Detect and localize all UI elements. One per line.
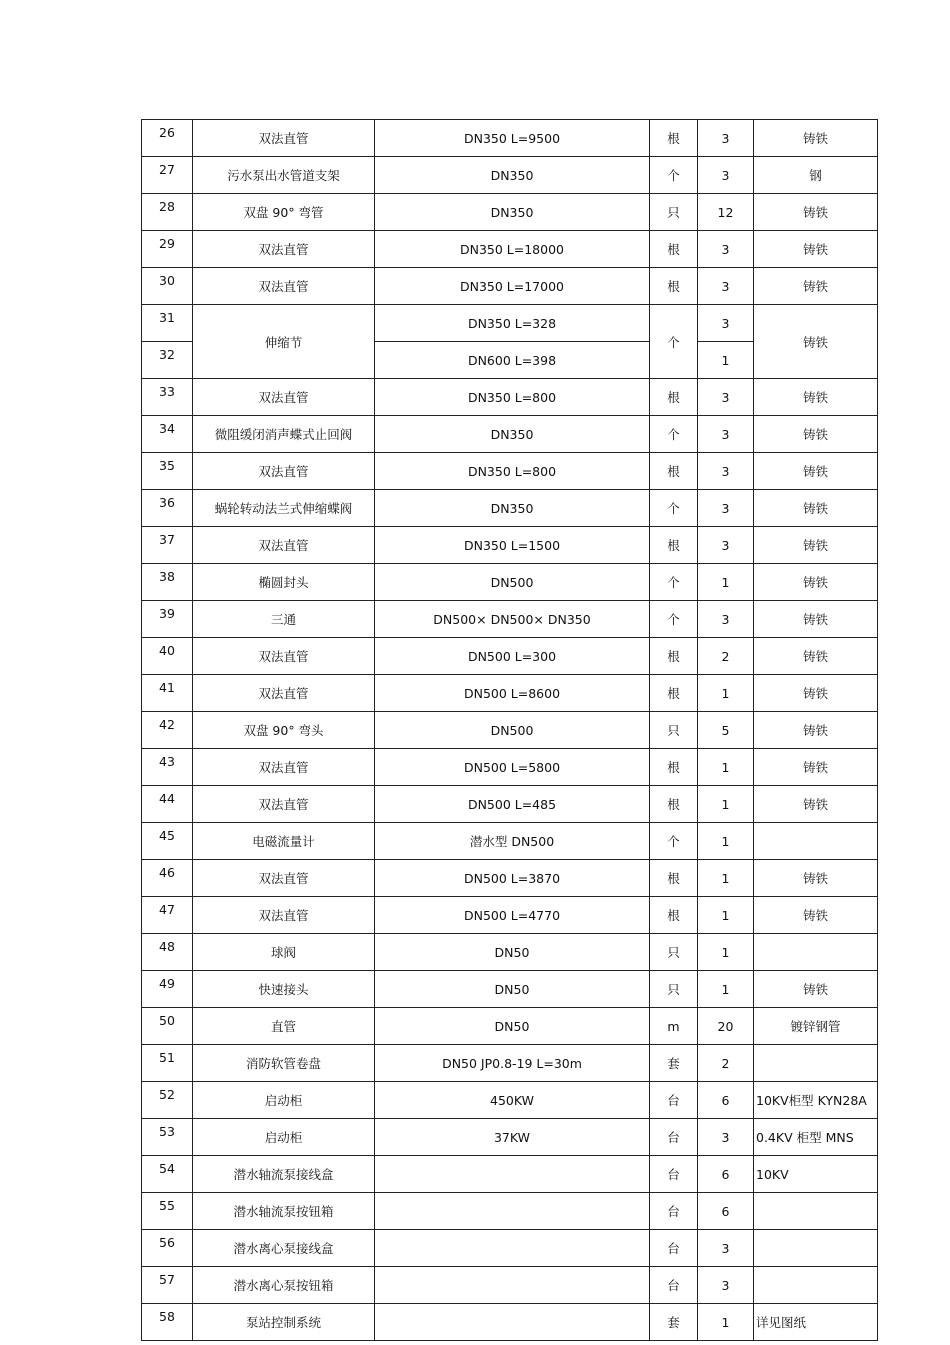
cell-spec: DN350 L=328	[375, 305, 650, 342]
cell-material	[754, 934, 878, 971]
cell-no: 48	[142, 934, 193, 971]
cell-material	[754, 1045, 878, 1082]
cell-unit: 个	[650, 490, 698, 527]
cell-name: 双盘 90° 弯头	[193, 712, 375, 749]
cell-name: 潜水轴流泵接线盒	[193, 1156, 375, 1193]
cell-material: 铸铁	[754, 712, 878, 749]
cell-qty: 6	[698, 1156, 754, 1193]
cell-unit: 台	[650, 1267, 698, 1304]
cell-no: 52	[142, 1082, 193, 1119]
cell-qty: 3	[698, 416, 754, 453]
cell-no: 34	[142, 416, 193, 453]
cell-unit: 根	[650, 675, 698, 712]
cell-qty: 6	[698, 1193, 754, 1230]
cell-spec: DN50	[375, 971, 650, 1008]
table-row	[142, 1008, 878, 1045]
equipment-table-body	[142, 120, 878, 1341]
cell-no: 54	[142, 1156, 193, 1193]
cell-material: 10KV柜型 KYN28A	[754, 1082, 878, 1119]
cell-no: 27	[142, 157, 193, 194]
cell-qty: 1	[698, 786, 754, 823]
cell-no: 29	[142, 231, 193, 268]
table-row	[142, 749, 878, 786]
table-row	[142, 638, 878, 675]
table-row	[142, 934, 878, 971]
cell-qty: 3	[698, 1230, 754, 1267]
cell-name: 椭圆封头	[193, 564, 375, 601]
cell-unit: m	[650, 1008, 698, 1045]
cell-material: 铸铁	[754, 416, 878, 453]
table-row	[142, 1045, 878, 1082]
cell-no: 55	[142, 1193, 193, 1230]
cell-spec: 450KW	[375, 1082, 650, 1119]
cell-name: 双盘 90° 弯管	[193, 194, 375, 231]
table-row	[142, 712, 878, 749]
cell-material	[754, 1230, 878, 1267]
cell-name: 三通	[193, 601, 375, 638]
cell-spec: DN600 L=398	[375, 342, 650, 379]
cell-name: 启动柜	[193, 1119, 375, 1156]
cell-spec: DN350	[375, 490, 650, 527]
cell-unit: 根	[650, 120, 698, 157]
cell-no: 26	[142, 120, 193, 157]
cell-name: 电磁流量计	[193, 823, 375, 860]
cell-unit: 台	[650, 1156, 698, 1193]
cell-material: 铸铁	[754, 453, 878, 490]
cell-qty: 3	[698, 379, 754, 416]
cell-qty: 5	[698, 712, 754, 749]
cell-material: 铸铁	[754, 527, 878, 564]
cell-name: 污水泵出水管道支架	[193, 157, 375, 194]
cell-name: 双法直管	[193, 749, 375, 786]
cell-name: 双法直管	[193, 675, 375, 712]
table-row	[142, 675, 878, 712]
cell-unit: 只	[650, 934, 698, 971]
cell-unit: 套	[650, 1045, 698, 1082]
table-row	[142, 490, 878, 527]
cell-unit: 根	[650, 379, 698, 416]
cell-name: 双法直管	[193, 527, 375, 564]
cell-material: 铸铁	[754, 897, 878, 934]
cell-spec: DN350 L=800	[375, 379, 650, 416]
table-row	[142, 231, 878, 268]
cell-unit: 台	[650, 1082, 698, 1119]
table-row	[142, 860, 878, 897]
cell-spec: DN350 L=800	[375, 453, 650, 490]
cell-no: 56	[142, 1230, 193, 1267]
table-row	[142, 1304, 878, 1341]
cell-no: 38	[142, 564, 193, 601]
cell-no: 31	[142, 305, 193, 342]
cell-no: 35	[142, 453, 193, 490]
cell-name: 双法直管	[193, 860, 375, 897]
cell-unit: 根	[650, 860, 698, 897]
cell-no: 32	[142, 342, 193, 379]
cell-material: 镀锌钢管	[754, 1008, 878, 1045]
cell-material	[754, 1193, 878, 1230]
cell-material: 铸铁	[754, 601, 878, 638]
table-row	[142, 157, 878, 194]
cell-spec: DN50 JP0.8-19 L=30m	[375, 1045, 650, 1082]
table-row	[142, 527, 878, 564]
table-row	[142, 1119, 878, 1156]
table-row	[142, 120, 878, 157]
cell-material: 铸铁	[754, 675, 878, 712]
cell-qty: 1	[698, 749, 754, 786]
cell-spec: DN50	[375, 1008, 650, 1045]
table-row	[142, 305, 878, 342]
cell-material: 铸铁	[754, 749, 878, 786]
cell-spec: 潜水型 DN500	[375, 823, 650, 860]
cell-unit: 套	[650, 1304, 698, 1341]
cell-unit: 台	[650, 1193, 698, 1230]
cell-spec: DN350 L=9500	[375, 120, 650, 157]
cell-qty: 1	[698, 860, 754, 897]
cell-name: 潜水离心泵接线盒	[193, 1230, 375, 1267]
cell-unit: 个	[650, 823, 698, 860]
cell-no: 36	[142, 490, 193, 527]
cell-material: 铸铁	[754, 194, 878, 231]
cell-spec: DN500	[375, 564, 650, 601]
cell-qty: 2	[698, 1045, 754, 1082]
cell-qty: 3	[698, 490, 754, 527]
table-row	[142, 564, 878, 601]
cell-no: 58	[142, 1304, 193, 1341]
cell-qty: 12	[698, 194, 754, 231]
cell-material: 铸铁	[754, 971, 878, 1008]
cell-unit: 个	[650, 564, 698, 601]
cell-material: 铸铁	[754, 638, 878, 675]
cell-spec	[375, 1193, 650, 1230]
cell-spec	[375, 1156, 650, 1193]
cell-qty: 6	[698, 1082, 754, 1119]
cell-name: 泵站控制系统	[193, 1304, 375, 1341]
cell-spec	[375, 1267, 650, 1304]
cell-spec: DN500× DN500× DN350	[375, 601, 650, 638]
cell-qty: 3	[698, 305, 754, 342]
cell-no: 44	[142, 786, 193, 823]
cell-name: 微阻缓闭消声蝶式止回阀	[193, 416, 375, 453]
cell-qty: 20	[698, 1008, 754, 1045]
equipment-table	[141, 119, 878, 1341]
cell-unit: 个	[650, 305, 698, 379]
cell-unit: 根	[650, 231, 698, 268]
cell-no: 28	[142, 194, 193, 231]
cell-qty: 3	[698, 453, 754, 490]
cell-no: 50	[142, 1008, 193, 1045]
cell-no: 33	[142, 379, 193, 416]
cell-no: 53	[142, 1119, 193, 1156]
cell-qty: 1	[698, 564, 754, 601]
cell-spec: DN500 L=485	[375, 786, 650, 823]
cell-unit: 只	[650, 971, 698, 1008]
table-row	[142, 379, 878, 416]
table-row	[142, 897, 878, 934]
cell-spec: DN350	[375, 157, 650, 194]
cell-name: 双法直管	[193, 379, 375, 416]
cell-no: 42	[142, 712, 193, 749]
cell-material: 铸铁	[754, 231, 878, 268]
cell-unit: 根	[650, 786, 698, 823]
cell-qty: 3	[698, 527, 754, 564]
cell-unit: 根	[650, 453, 698, 490]
cell-spec: DN500 L=300	[375, 638, 650, 675]
cell-qty: 1	[698, 675, 754, 712]
table-row	[142, 1082, 878, 1119]
table-row	[142, 601, 878, 638]
cell-spec: DN350 L=1500	[375, 527, 650, 564]
cell-unit: 只	[650, 712, 698, 749]
cell-name: 直管	[193, 1008, 375, 1045]
cell-qty: 3	[698, 268, 754, 305]
cell-material: 铸铁	[754, 786, 878, 823]
cell-qty: 1	[698, 971, 754, 1008]
cell-name: 启动柜	[193, 1082, 375, 1119]
cell-spec	[375, 1230, 650, 1267]
cell-qty: 3	[698, 120, 754, 157]
cell-material: 钢	[754, 157, 878, 194]
cell-no: 45	[142, 823, 193, 860]
cell-name: 球阀	[193, 934, 375, 971]
cell-material: 铸铁	[754, 268, 878, 305]
table-row	[142, 194, 878, 231]
cell-name: 消防软管卷盘	[193, 1045, 375, 1082]
cell-spec: DN500 L=8600	[375, 675, 650, 712]
cell-name: 双法直管	[193, 268, 375, 305]
table-row	[142, 268, 878, 305]
cell-name: 潜水轴流泵按钮箱	[193, 1193, 375, 1230]
cell-spec	[375, 1304, 650, 1341]
table-row	[142, 823, 878, 860]
cell-material: 详见图纸	[754, 1304, 878, 1341]
cell-unit: 个	[650, 416, 698, 453]
cell-qty: 1	[698, 823, 754, 860]
cell-spec: DN500 L=3870	[375, 860, 650, 897]
cell-unit: 个	[650, 601, 698, 638]
cell-name: 潜水离心泵按钮箱	[193, 1267, 375, 1304]
cell-spec: DN500	[375, 712, 650, 749]
table-row	[142, 1156, 878, 1193]
cell-unit: 根	[650, 638, 698, 675]
cell-material: 铸铁	[754, 379, 878, 416]
cell-qty: 1	[698, 342, 754, 379]
cell-no: 51	[142, 1045, 193, 1082]
cell-spec: 37KW	[375, 1119, 650, 1156]
cell-unit: 台	[650, 1119, 698, 1156]
cell-spec: DN350 L=18000	[375, 231, 650, 268]
table-row	[142, 1230, 878, 1267]
cell-material: 铸铁	[754, 490, 878, 527]
cell-no: 41	[142, 675, 193, 712]
cell-name: 蜗轮转动法兰式伸缩蝶阀	[193, 490, 375, 527]
cell-no: 49	[142, 971, 193, 1008]
cell-name: 双法直管	[193, 120, 375, 157]
table-row	[142, 416, 878, 453]
table-row	[142, 971, 878, 1008]
cell-qty: 3	[698, 601, 754, 638]
table-row	[142, 1267, 878, 1304]
cell-material	[754, 823, 878, 860]
cell-no: 37	[142, 527, 193, 564]
cell-no: 43	[142, 749, 193, 786]
cell-material: 铸铁	[754, 120, 878, 157]
cell-spec: DN350	[375, 416, 650, 453]
table-row	[142, 453, 878, 490]
table-row	[142, 786, 878, 823]
cell-qty: 3	[698, 1267, 754, 1304]
cell-unit: 根	[650, 749, 698, 786]
cell-name: 双法直管	[193, 897, 375, 934]
cell-material: 10KV	[754, 1156, 878, 1193]
cell-material: 铸铁	[754, 564, 878, 601]
cell-qty: 1	[698, 934, 754, 971]
cell-no: 30	[142, 268, 193, 305]
cell-spec: DN350	[375, 194, 650, 231]
cell-qty: 3	[698, 1119, 754, 1156]
cell-no: 46	[142, 860, 193, 897]
cell-qty: 1	[698, 897, 754, 934]
cell-spec: DN350 L=17000	[375, 268, 650, 305]
cell-name: 双法直管	[193, 638, 375, 675]
cell-no: 39	[142, 601, 193, 638]
cell-no: 57	[142, 1267, 193, 1304]
cell-name: 伸缩节	[193, 305, 375, 379]
cell-qty: 3	[698, 157, 754, 194]
table-row	[142, 1193, 878, 1230]
cell-material: 0.4KV 柜型 MNS	[754, 1119, 878, 1156]
cell-spec: DN500 L=5800	[375, 749, 650, 786]
cell-material: 铸铁	[754, 305, 878, 379]
cell-spec: DN50	[375, 934, 650, 971]
cell-unit: 根	[650, 897, 698, 934]
cell-no: 47	[142, 897, 193, 934]
cell-qty: 2	[698, 638, 754, 675]
cell-unit: 只	[650, 194, 698, 231]
cell-no: 40	[142, 638, 193, 675]
cell-unit: 台	[650, 1230, 698, 1267]
cell-unit: 根	[650, 527, 698, 564]
cell-name: 快速接头	[193, 971, 375, 1008]
cell-name: 双法直管	[193, 453, 375, 490]
cell-qty: 3	[698, 231, 754, 268]
cell-unit: 根	[650, 268, 698, 305]
cell-name: 双法直管	[193, 786, 375, 823]
cell-material	[754, 1267, 878, 1304]
cell-name: 双法直管	[193, 231, 375, 268]
cell-qty: 1	[698, 1304, 754, 1341]
cell-spec: DN500 L=4770	[375, 897, 650, 934]
cell-unit: 个	[650, 157, 698, 194]
cell-material: 铸铁	[754, 860, 878, 897]
